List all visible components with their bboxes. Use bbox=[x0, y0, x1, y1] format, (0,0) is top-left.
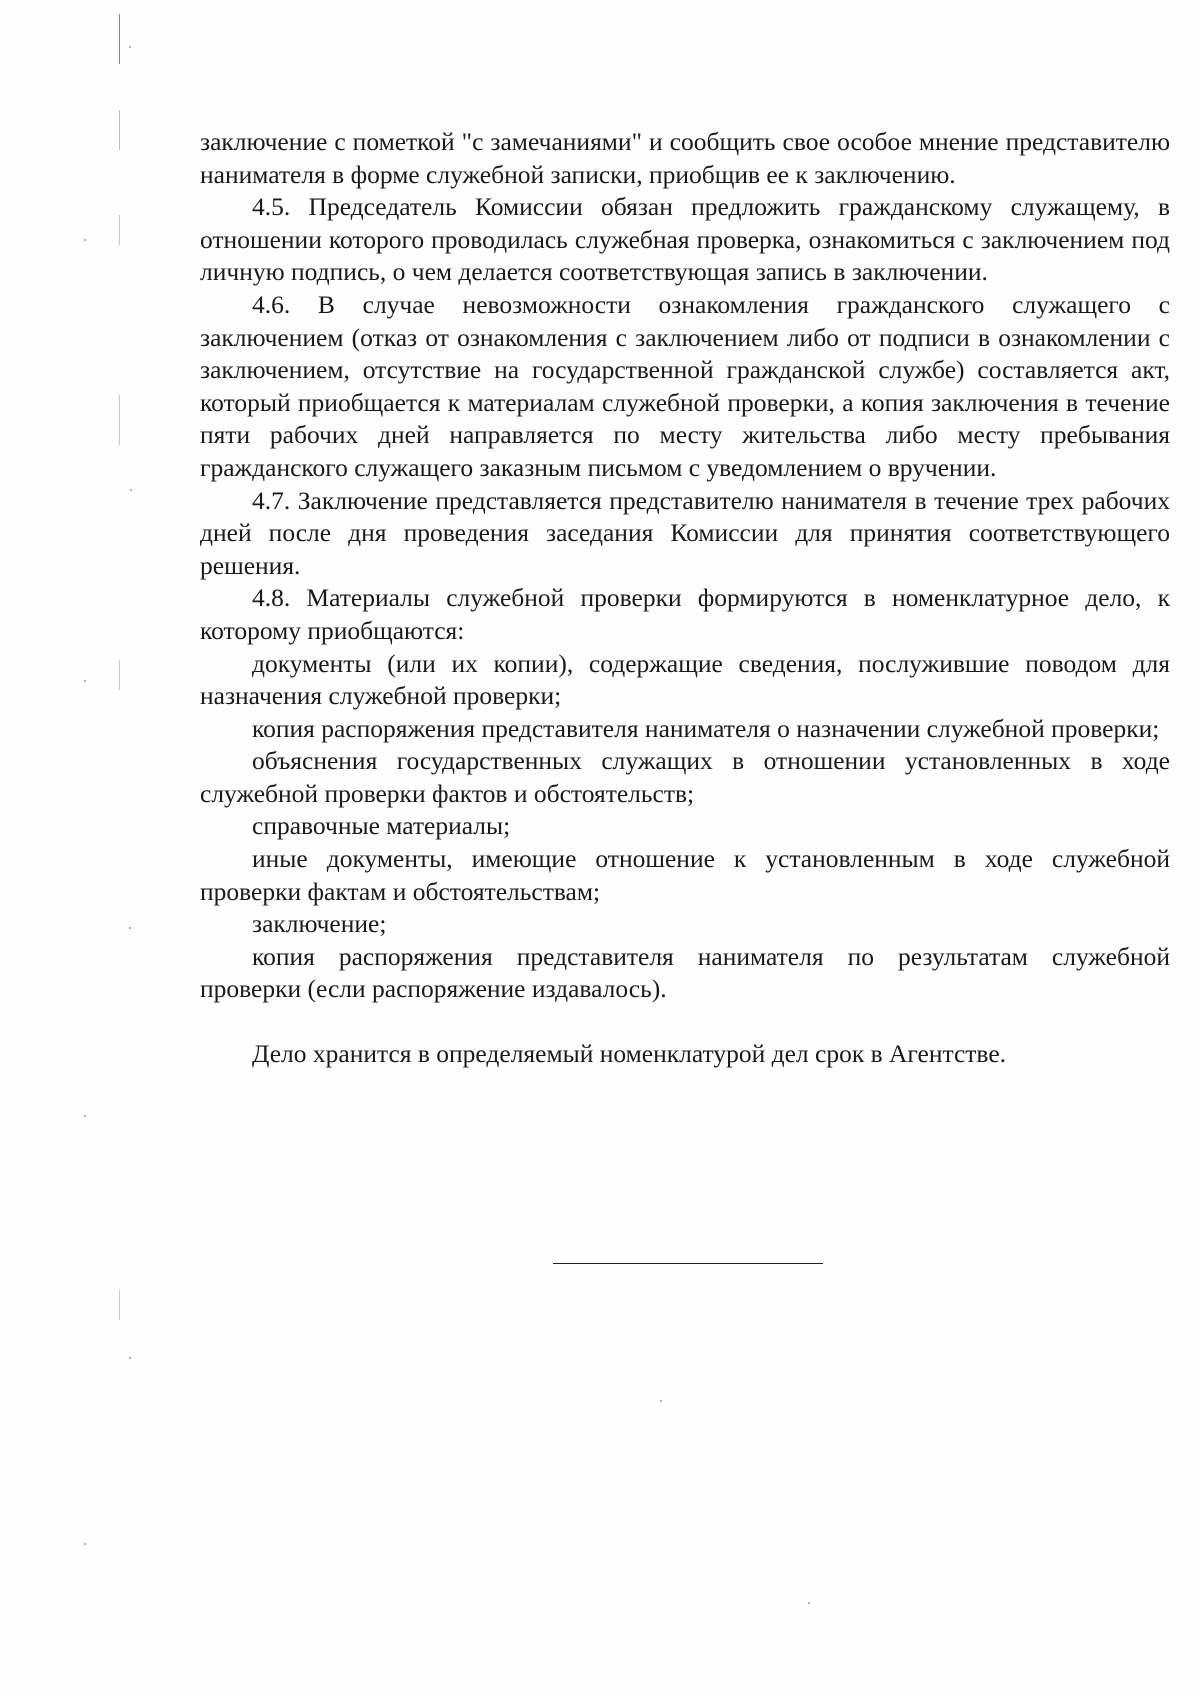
paragraph-continuation: заключение с пометкой "с замечаниями" и сообщить свое особое мнение представителю нанимателя в форме служебной записки, приобщив ее к заключению. bbox=[200, 127, 1170, 189]
paragraph-4-7: 4.7. Заключение представляется представителю нанимателя в течение трех рабочих дней после дня проведения заседания Комиссии для принятия соответствующего решения. bbox=[200, 485, 1170, 580]
list-item: справочные материалы; bbox=[252, 811, 511, 841]
scan-artifact bbox=[119, 1290, 120, 1320]
paragraph-4-5: 4.5. Председатель Комиссии обязан предложить гражданскому служащему, в отношении которого проводилась служебная проверка, ознакомиться с заключением под личную подпись, о чем делается соответствующая запись в заключении. bbox=[200, 192, 1170, 287]
closing-paragraph: Дело хранится в определяемый номенклатурой дел срок в Агентстве. bbox=[252, 1039, 1007, 1069]
scan-artifact bbox=[119, 215, 120, 245]
scan-artifact bbox=[119, 14, 120, 64]
scan-artifact bbox=[119, 660, 120, 690]
scan-speck bbox=[129, 927, 131, 929]
list-item: копия распоряжения представителя нанимателя о назначении служебной проверки; bbox=[252, 713, 1160, 743]
scan-speck bbox=[808, 1602, 810, 1604]
scan-speck bbox=[84, 1115, 86, 1117]
document-body bbox=[200, 126, 1170, 1071]
scan-speck bbox=[130, 489, 132, 491]
scan-artifact bbox=[119, 110, 120, 150]
paragraph-4-8: 4.8. Материалы служебной проверки формируются в номенклатурное дело, к которому приобщаются: bbox=[200, 583, 1170, 645]
end-of-document-line bbox=[553, 1263, 823, 1264]
scan-speck bbox=[84, 239, 86, 241]
list-item: документы (или их копии), содержащие сведения, послужившие поводом для назначения служебной проверки; bbox=[200, 648, 1170, 711]
scan-speck bbox=[129, 1357, 131, 1359]
scan-speck bbox=[84, 1543, 86, 1545]
list-item: копия распоряжения представителя нанимателя по результатам служебной проверки (если распоряжение издавалось). bbox=[200, 941, 1170, 1004]
list-item: иные документы, имеющие отношение к установленным в ходе служебной проверки фактам и обстоятельствам; bbox=[200, 844, 1170, 906]
scan-speck bbox=[129, 46, 131, 48]
list-item: объяснения государственных служащих в отношении установленных в ходе служебной проверки фактов и обстоятельств; bbox=[200, 746, 1170, 808]
scan-speck bbox=[84, 680, 86, 682]
list-item: заключение; bbox=[252, 909, 387, 939]
scan-artifact bbox=[119, 395, 120, 445]
scan-speck bbox=[660, 1400, 662, 1402]
paragraph-4-6: 4.6. В случае невозможности ознакомления гражданского служащего с заключением (отказ от ознакомления с заключением либо от подписи в ознакомлении с заключением, отсутствие на государственной гражданской службе) составляется акт, который приобщается к материалам служебной проверки, а копия заключения в течение пяти рабочих дней направляется по месту жительства либо месту пребывания гражданского служащего заказным письмом с уведомлением о вручении. bbox=[200, 289, 1170, 482]
